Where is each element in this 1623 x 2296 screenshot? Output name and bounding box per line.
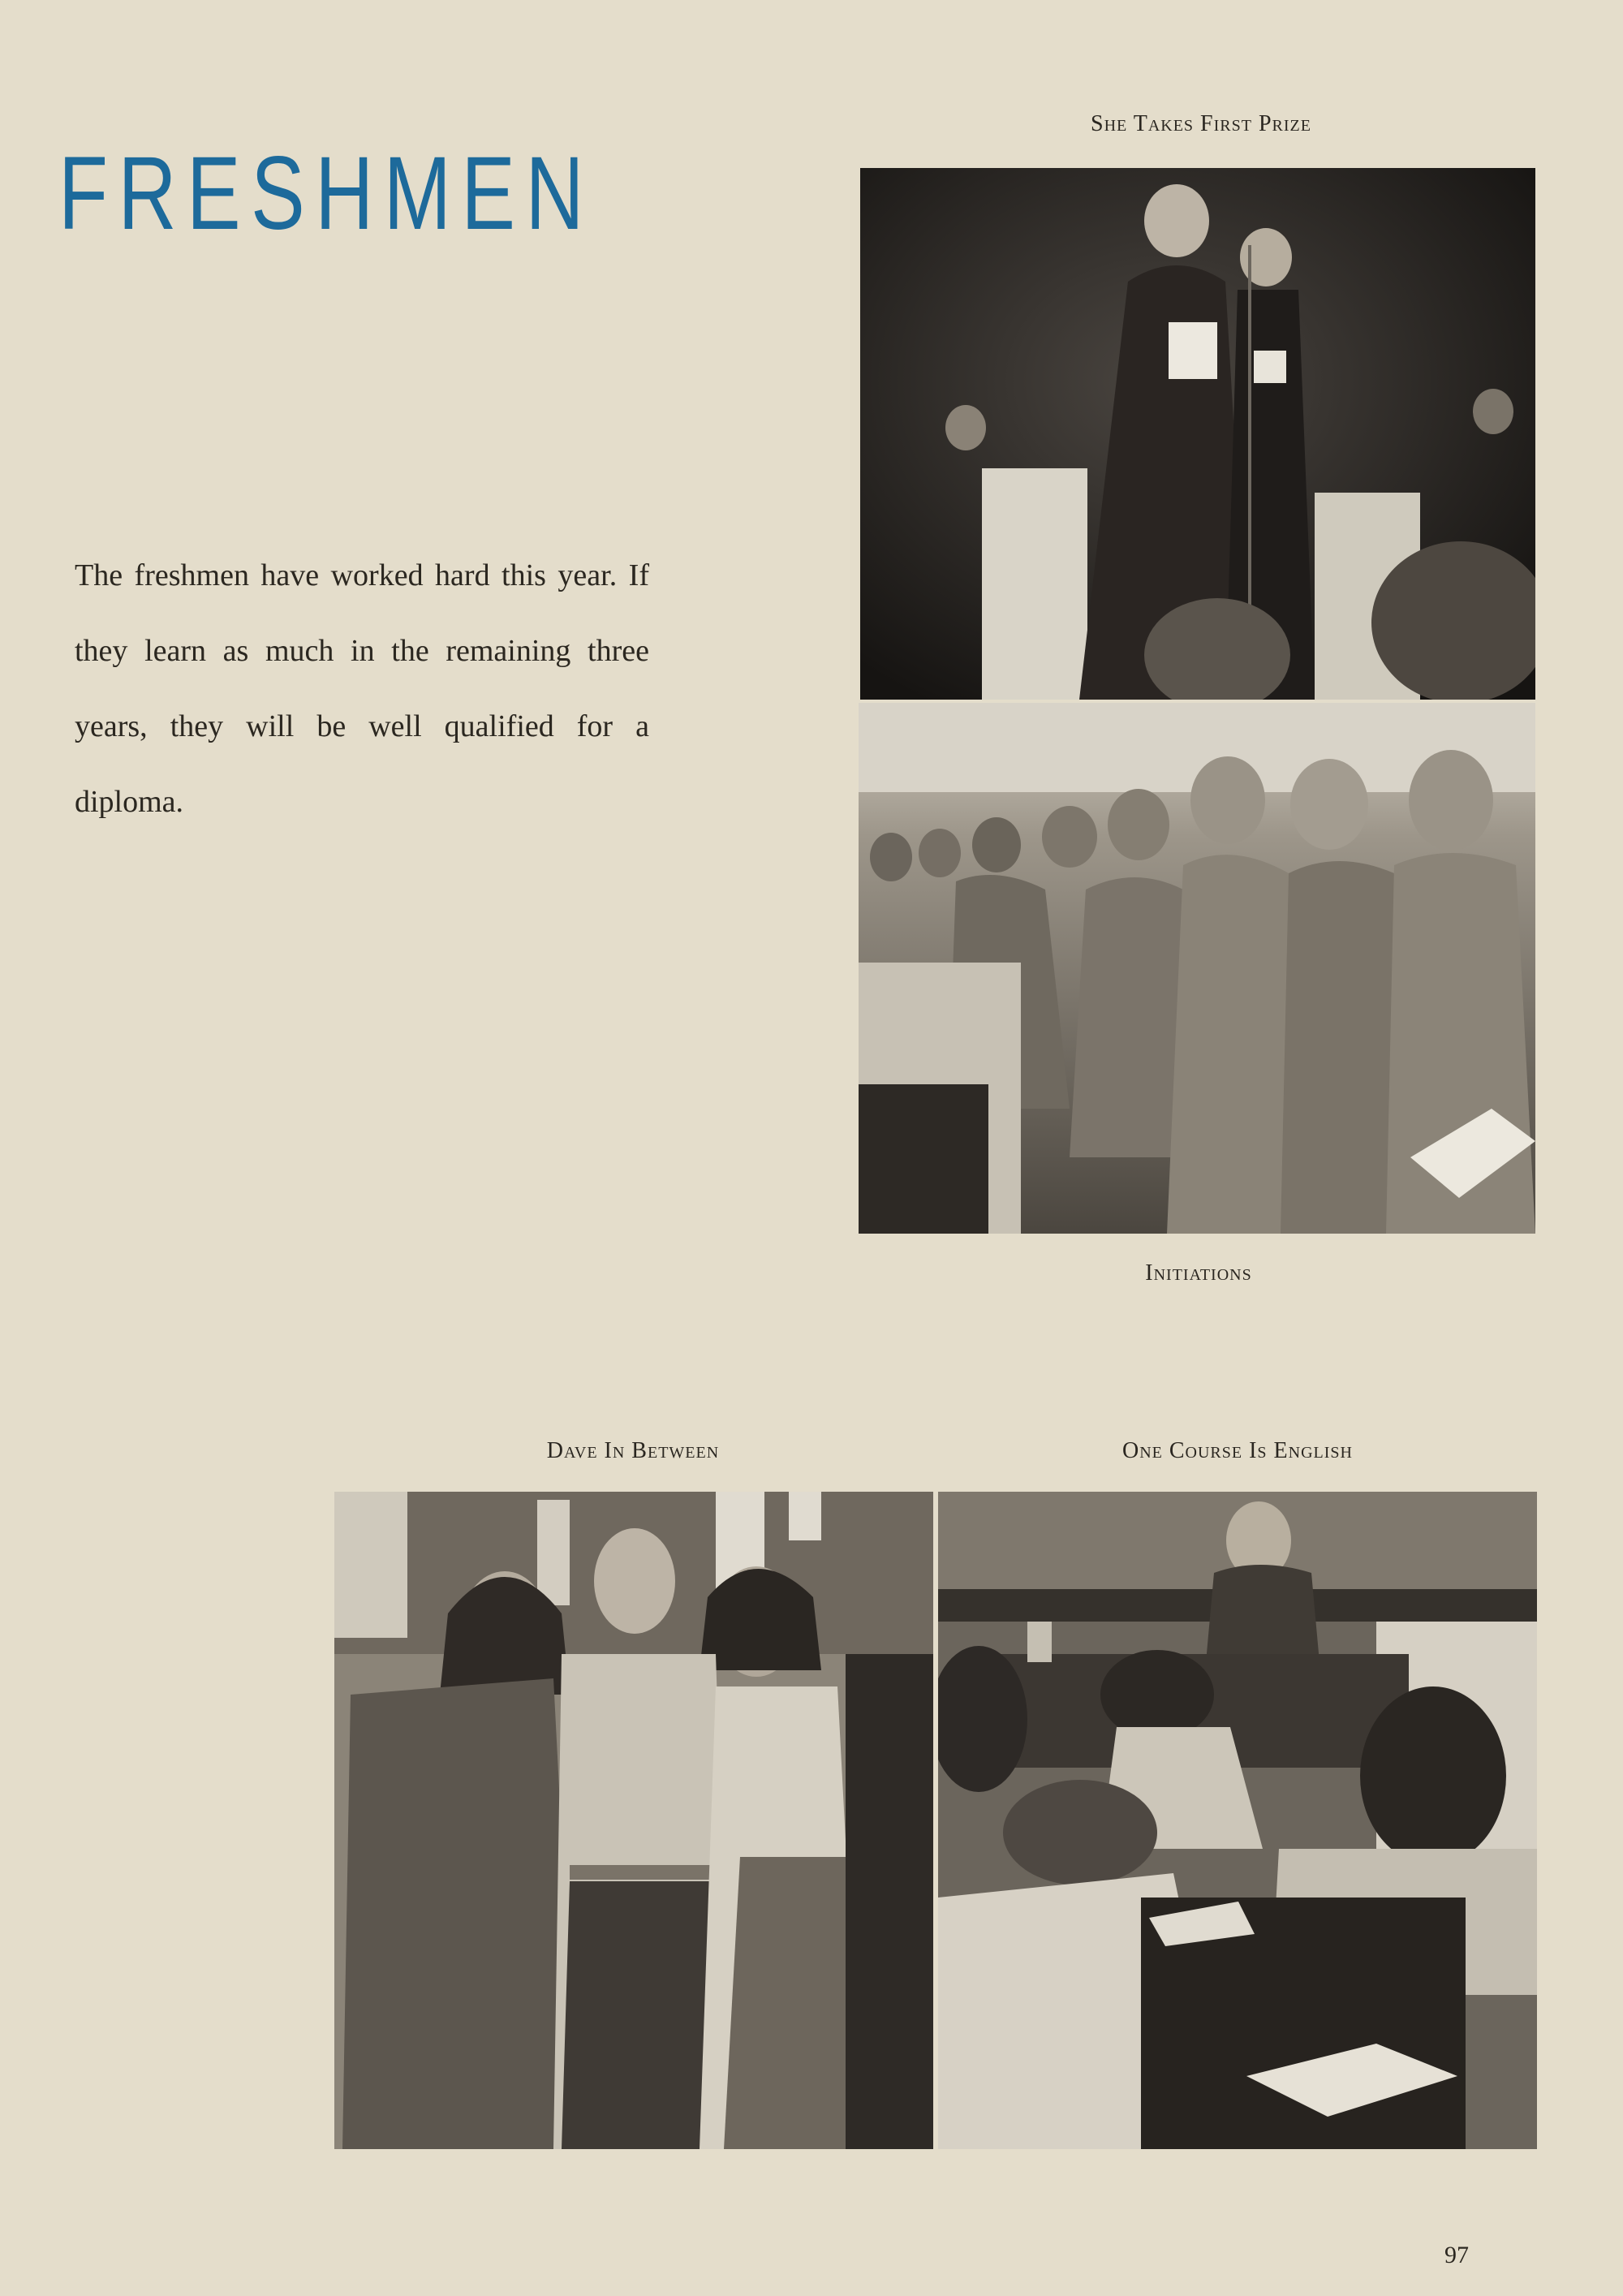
- photo-stage-prize: [860, 168, 1535, 700]
- caption-initiations: Initiations: [1145, 1260, 1252, 1286]
- caption-she-takes-first-prize: She Takes First Prize: [1091, 111, 1311, 136]
- page-title: FRESHMEN: [58, 136, 595, 252]
- photo-stage-prize-image: [860, 168, 1535, 700]
- intro-paragraph: The freshmen have worked hard this year. If they learn as much in the remaining three years, they will be well qualified for a diploma.: [75, 558, 649, 819]
- photo-one-course-is-english-image: [938, 1492, 1537, 2149]
- caption-one-course-is-english: One Course Is English: [1121, 1438, 1353, 1463]
- photo-initiations: [859, 703, 1535, 1234]
- photo-initiations-image: [859, 703, 1535, 1234]
- page-number: 97: [1444, 2242, 1469, 2268]
- photo-dave-in-between-image: [334, 1492, 933, 2149]
- photo-one-course-is-english: [938, 1492, 1537, 2149]
- photo-dave-in-between: [334, 1492, 933, 2149]
- caption-dave-in-between: Dave In Between: [546, 1438, 720, 1463]
